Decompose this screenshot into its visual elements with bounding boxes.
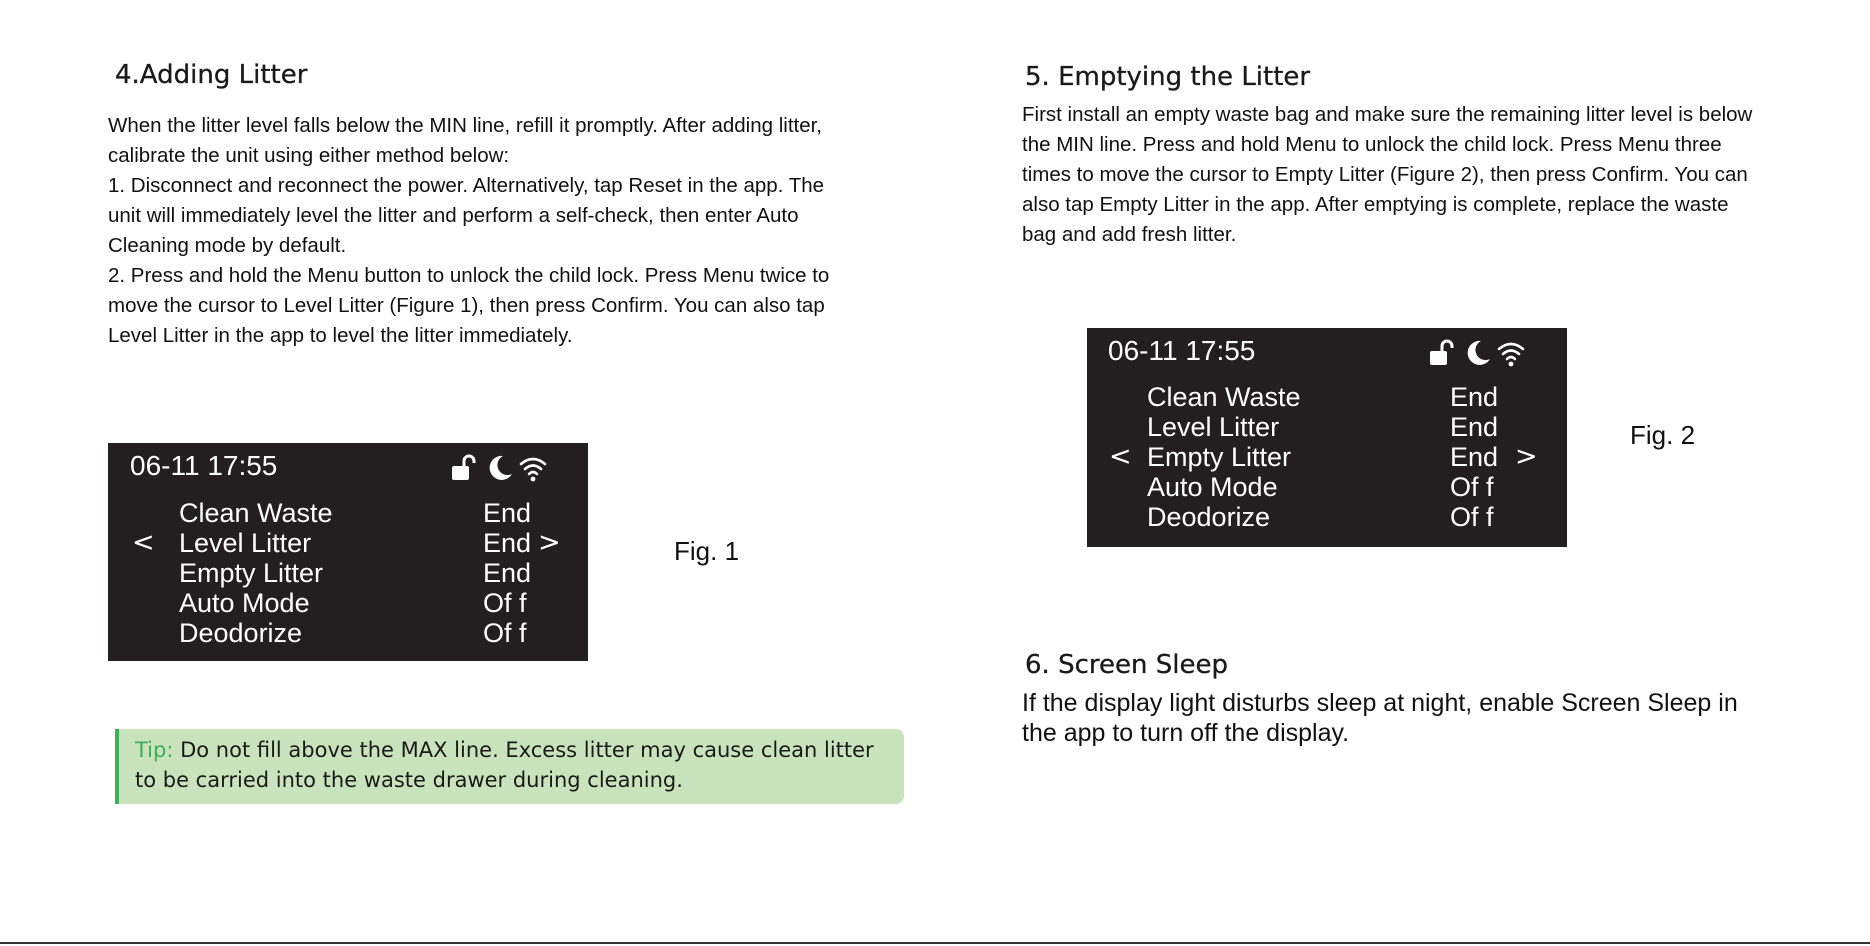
right-arrow-icon: > (538, 527, 561, 558)
body-line: If the display light disturbs sleep at night, enable Screen Sleep in (1022, 689, 1738, 717)
menu-row-value: End (1450, 412, 1499, 442)
device-screen-figure-2 (1087, 328, 1567, 547)
menu-row (1087, 502, 1567, 532)
tip-line-1: Do not fill above the MAX line. Excess litter may cause clean litter (173, 738, 874, 762)
body-line: Cleaning mode by default. (108, 234, 347, 257)
menu-row (108, 498, 588, 528)
wifi-icon (1496, 338, 1526, 368)
section-5-body (1022, 100, 1752, 250)
screen-datetime: 06-11 17:55 (1108, 335, 1256, 366)
menu-row-value: End (1450, 442, 1499, 472)
device-screen-figure-1 (108, 443, 588, 661)
menu-row (1087, 472, 1567, 502)
moon-icon (1462, 338, 1492, 368)
body-line: First install an empty waste bag and make sure the remaining litter level is below (1022, 103, 1753, 126)
menu-row-value: Of f (483, 618, 527, 648)
body-line: also tap Empty Litter in the app. After emptying is complete, replace the waste (1022, 193, 1729, 216)
body-line: calibrate the unit using either method below: (108, 144, 510, 167)
body-line: 2. Press and hold the Menu button to unlock the child lock. Press Menu twice to (108, 264, 830, 287)
menu-row-value: End (483, 558, 532, 588)
tip-text (135, 735, 874, 795)
menu-row-label: Empty Litter (179, 558, 324, 588)
body-line: times to move the cursor to Empty Litter (Figure 2), then press Confirm. You can (1022, 163, 1748, 186)
body-line: When the litter level falls below the MIN line, refill it promptly. After adding litter, (108, 114, 823, 137)
moon-icon (484, 453, 514, 483)
menu-row-selected (108, 528, 588, 558)
menu-row-value: End (483, 528, 532, 558)
body-line: 1. Disconnect and reconnect the power. Alternatively, tap Reset in the app. The (108, 174, 825, 197)
tip-line-2: to be carried into the waste drawer during cleaning. (135, 768, 683, 792)
menu-row-label: Level Litter (1147, 412, 1280, 442)
section-4-heading: 4.Adding Litter (115, 60, 308, 90)
status-icons (450, 453, 548, 483)
menu-row-label: Auto Mode (1147, 472, 1278, 502)
menu-row-value: End (1450, 382, 1499, 412)
page-bottom-rule (0, 942, 1870, 944)
left-arrow-icon: < (1109, 441, 1132, 472)
left-arrow-icon: < (132, 527, 155, 558)
figure-1-caption: Fig. 1 (674, 536, 740, 566)
tip-box (115, 729, 904, 804)
section-4-body (108, 111, 829, 351)
menu-row (1087, 412, 1567, 442)
menu-row-value: Of f (1450, 502, 1494, 532)
menu-row-value: End (483, 498, 532, 528)
menu-row (108, 618, 588, 648)
menu-row (108, 588, 588, 618)
menu-row-label: Level Litter (179, 528, 312, 558)
body-line: the MIN line. Press and hold Menu to unlock the child lock. Press Menu three (1022, 133, 1722, 156)
menu-row-value: Of f (483, 588, 527, 618)
menu-row-label: Deodorize (179, 618, 303, 648)
body-line: unit will immediately level the litter and perform a self-check, then enter Auto (108, 204, 799, 227)
right-arrow-icon: > (1515, 441, 1538, 472)
menu-row-value: Of f (1450, 472, 1494, 502)
section-6-body (1022, 688, 1738, 748)
tip-label: Tip: (135, 738, 174, 762)
wifi-icon (518, 453, 548, 483)
body-line: bag and add fresh litter. (1022, 223, 1237, 246)
menu-row (1087, 382, 1567, 412)
menu-row-label: Empty Litter (1147, 442, 1292, 472)
menu-row-label: Deodorize (1147, 502, 1271, 532)
menu-row-label: Clean Waste (1147, 382, 1301, 412)
unlock-icon (1428, 338, 1458, 368)
body-line: the app to turn off the display. (1022, 719, 1350, 747)
status-icons (1428, 338, 1526, 368)
unlock-icon (450, 453, 480, 483)
menu-row (108, 558, 588, 588)
menu-row-selected (1087, 442, 1567, 472)
menu-row-label: Clean Waste (179, 498, 333, 528)
body-line: move the cursor to Level Litter (Figure 1), then press Confirm. You can also tap (108, 294, 825, 317)
section-6-heading: 6. Screen Sleep (1025, 650, 1228, 680)
body-line: Level Litter in the app to level the litter immediately. (108, 324, 573, 347)
section-5-heading: 5. Emptying the Litter (1025, 62, 1311, 92)
figure-2-caption: Fig. 2 (1630, 420, 1696, 450)
screen-datetime: 06-11 17:55 (130, 450, 278, 481)
menu-row-label: Auto Mode (179, 588, 310, 618)
